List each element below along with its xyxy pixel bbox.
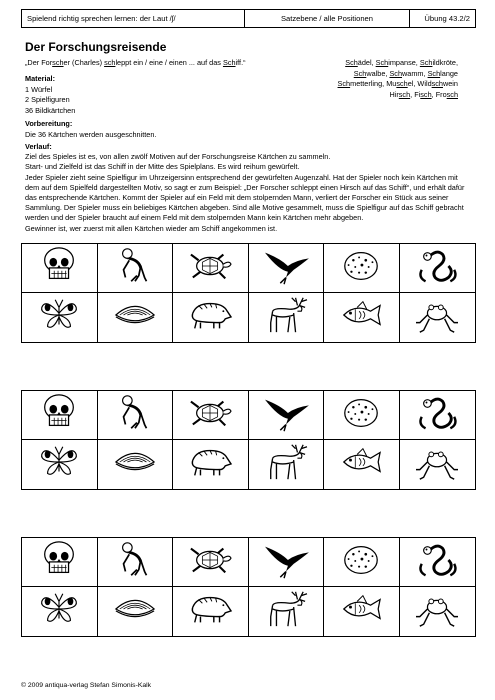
procedure-label: Verlauf: <box>25 142 52 151</box>
word-part: el, Wild <box>407 79 432 88</box>
snake-icon <box>409 245 465 292</box>
deer-icon <box>258 588 314 635</box>
procedure-text: Ziel des Spieles ist es, von allen zwölf Motiven auf der Forschungsreise Kärtchen zu sammeln. Start- und Zielfeld ist das Schiff in der Mitte des Spielplans. Es wird reihum gewürfelt. Jeder Spieler zieht seine Spielfigur im Uhrzeigersinn entsprechend der gewürfelten Augenzahl. Hat der Spieler noch kein Kärtchen mit dem auf dem Spielfeld dargestellten Motiv, so sagt er zum Beispiel: „Der Forscher schleppt einen Hirsch auf das Schiff“, und erhält dafür das entsprechende Kärtchen. Kommt der Spieler auf ein Feld mit dem stolpernden Mann, verliert der Forscher ein Stück aus seiner Sammlung. Der Spieler muss ein beliebiges Kärtchen abgeben. Sind alle Motive gesammelt, muss die Spielfigur auf das Schiff gebracht werden und der Spieler braucht auf einem Feld mit dem stolpernden Mann kein Kärtchen mehr abgeben. Gewinner ist, wer zuerst mit allen Kärtchen wieder am Schiff angekommen ist. <box>25 152 465 233</box>
word-underline: sch <box>431 79 443 88</box>
word-underline: Sch <box>345 58 358 67</box>
word-underline: Sch <box>337 79 351 88</box>
sentence-underline: sch <box>104 58 116 67</box>
picture-card <box>22 587 98 636</box>
picture-card <box>173 293 249 342</box>
wild-boar-icon <box>182 294 238 341</box>
chimpanzee-icon <box>107 392 163 439</box>
picture-card <box>22 391 98 440</box>
picture-card <box>173 440 249 489</box>
word-underline: Sch <box>427 68 441 78</box>
picture-card <box>249 440 325 489</box>
picture-card <box>98 391 174 440</box>
picture-card <box>173 391 249 440</box>
mussel-icon <box>107 588 163 635</box>
fish-icon <box>333 588 389 635</box>
preparation-text: Die 36 Kärtchen werden ausgeschnitten. <box>25 129 157 139</box>
butterfly-icon <box>31 441 87 488</box>
target-sentence <box>25 58 246 67</box>
picture-card <box>249 391 325 440</box>
word-underline: sch <box>420 89 432 99</box>
picture-card <box>98 244 174 293</box>
header-exercise-number: Übung 43.2/2 <box>424 14 470 23</box>
preparation-label: Vorbereitung: <box>25 119 73 128</box>
word-underline: Sch <box>419 58 433 67</box>
sentence-part: leppt ein / eine / einen ... auf das <box>115 58 223 67</box>
word-part: ädel, <box>357 58 376 67</box>
word-part: Hir <box>389 89 399 99</box>
snake-icon <box>409 392 465 439</box>
picture-card <box>400 391 476 440</box>
wild-boar-icon <box>182 588 238 635</box>
card-sheet-1 <box>21 243 476 343</box>
picture-card <box>400 587 476 636</box>
word-part: , Fi <box>410 89 421 99</box>
sponge-icon <box>333 245 389 292</box>
header-bar <box>21 9 476 28</box>
word-part: metterling, Mu <box>350 79 397 88</box>
picture-card <box>249 587 325 636</box>
picture-card <box>324 244 400 293</box>
picture-card <box>249 293 325 342</box>
material-section <box>25 74 75 116</box>
wild-boar-icon <box>182 441 238 488</box>
skull-icon <box>31 245 87 292</box>
picture-card <box>400 538 476 587</box>
frog-icon <box>409 294 465 341</box>
picture-card <box>249 244 325 293</box>
fish-icon <box>333 441 389 488</box>
word-line <box>318 69 458 80</box>
mussel-icon <box>107 294 163 341</box>
butterfly-icon <box>31 588 87 635</box>
picture-card <box>98 293 174 342</box>
picture-card <box>400 244 476 293</box>
picture-card <box>173 244 249 293</box>
material-label: Material: <box>25 74 56 83</box>
card-sheet-2 <box>21 390 476 490</box>
word-underline: Sch <box>353 68 367 78</box>
picture-card <box>22 538 98 587</box>
word-underline: sch <box>398 89 411 99</box>
picture-card <box>400 440 476 489</box>
word-underline: Sch <box>375 58 389 67</box>
sentence-part: „Der For <box>25 58 53 67</box>
header-level: Satzebene / alle Positionen <box>245 10 410 27</box>
picture-card <box>98 587 174 636</box>
picture-card <box>324 538 400 587</box>
picture-card <box>249 538 325 587</box>
word-part: ildkröte, <box>432 58 458 67</box>
word-line <box>318 58 458 69</box>
word-part: wamm, <box>402 68 428 78</box>
material-item: 1 Würfel <box>25 84 53 94</box>
sponge-icon <box>333 539 389 586</box>
butterfly-icon <box>31 294 87 341</box>
sentence-underline: Sch <box>222 58 236 67</box>
turtle-icon <box>182 245 238 292</box>
chimpanzee-icon <box>107 245 163 292</box>
word-line <box>318 79 458 90</box>
swallow-icon <box>258 392 314 439</box>
target-word-list <box>318 58 458 100</box>
picture-card <box>173 538 249 587</box>
skull-icon <box>31 539 87 586</box>
card-sheet-3 <box>21 537 476 637</box>
word-underline: Sch <box>389 68 403 78</box>
picture-card <box>324 391 400 440</box>
preparation-section <box>25 119 156 140</box>
turtle-icon <box>182 539 238 586</box>
word-underline: sch <box>396 79 408 88</box>
word-part: walbe, <box>366 68 390 78</box>
frog-icon <box>409 441 465 488</box>
swallow-icon <box>258 539 314 586</box>
picture-card <box>324 440 400 489</box>
material-item: 2 Spielfiguren <box>25 95 70 104</box>
word-part: impanse, <box>388 58 420 67</box>
frog-icon <box>409 588 465 635</box>
sentence-underline: sch <box>52 58 64 67</box>
copyright-footer: © 2009 antiqua-verlag Stefan Simonis-Kalk <box>21 682 152 689</box>
picture-card <box>22 244 98 293</box>
chimpanzee-icon <box>107 539 163 586</box>
turtle-icon <box>182 392 238 439</box>
picture-card <box>22 440 98 489</box>
word-part: , Fro <box>431 89 447 99</box>
deer-icon <box>258 294 314 341</box>
fish-icon <box>333 294 389 341</box>
picture-card <box>22 293 98 342</box>
sentence-part: er (Charles) <box>63 58 105 67</box>
deer-icon <box>258 441 314 488</box>
sponge-icon <box>333 392 389 439</box>
swallow-icon <box>258 245 314 292</box>
snake-icon <box>409 539 465 586</box>
sentence-part: iff.“ <box>235 58 246 67</box>
picture-card <box>98 538 174 587</box>
picture-card <box>324 293 400 342</box>
word-part: lange <box>440 68 458 78</box>
picture-card <box>324 587 400 636</box>
material-item: 36 Bildkärtchen <box>25 105 76 115</box>
page-title: Der Forschungsreisende <box>25 40 167 54</box>
procedure-section <box>25 142 465 234</box>
picture-card <box>98 440 174 489</box>
mussel-icon <box>107 441 163 488</box>
picture-card <box>400 293 476 342</box>
header-series: Spielend richtig sprechen lernen: der Laut /ʃ/ <box>22 10 245 27</box>
word-part: wein <box>442 79 458 88</box>
word-underline: sch <box>446 89 458 99</box>
word-line <box>318 90 458 101</box>
skull-icon <box>31 392 87 439</box>
picture-card <box>173 587 249 636</box>
